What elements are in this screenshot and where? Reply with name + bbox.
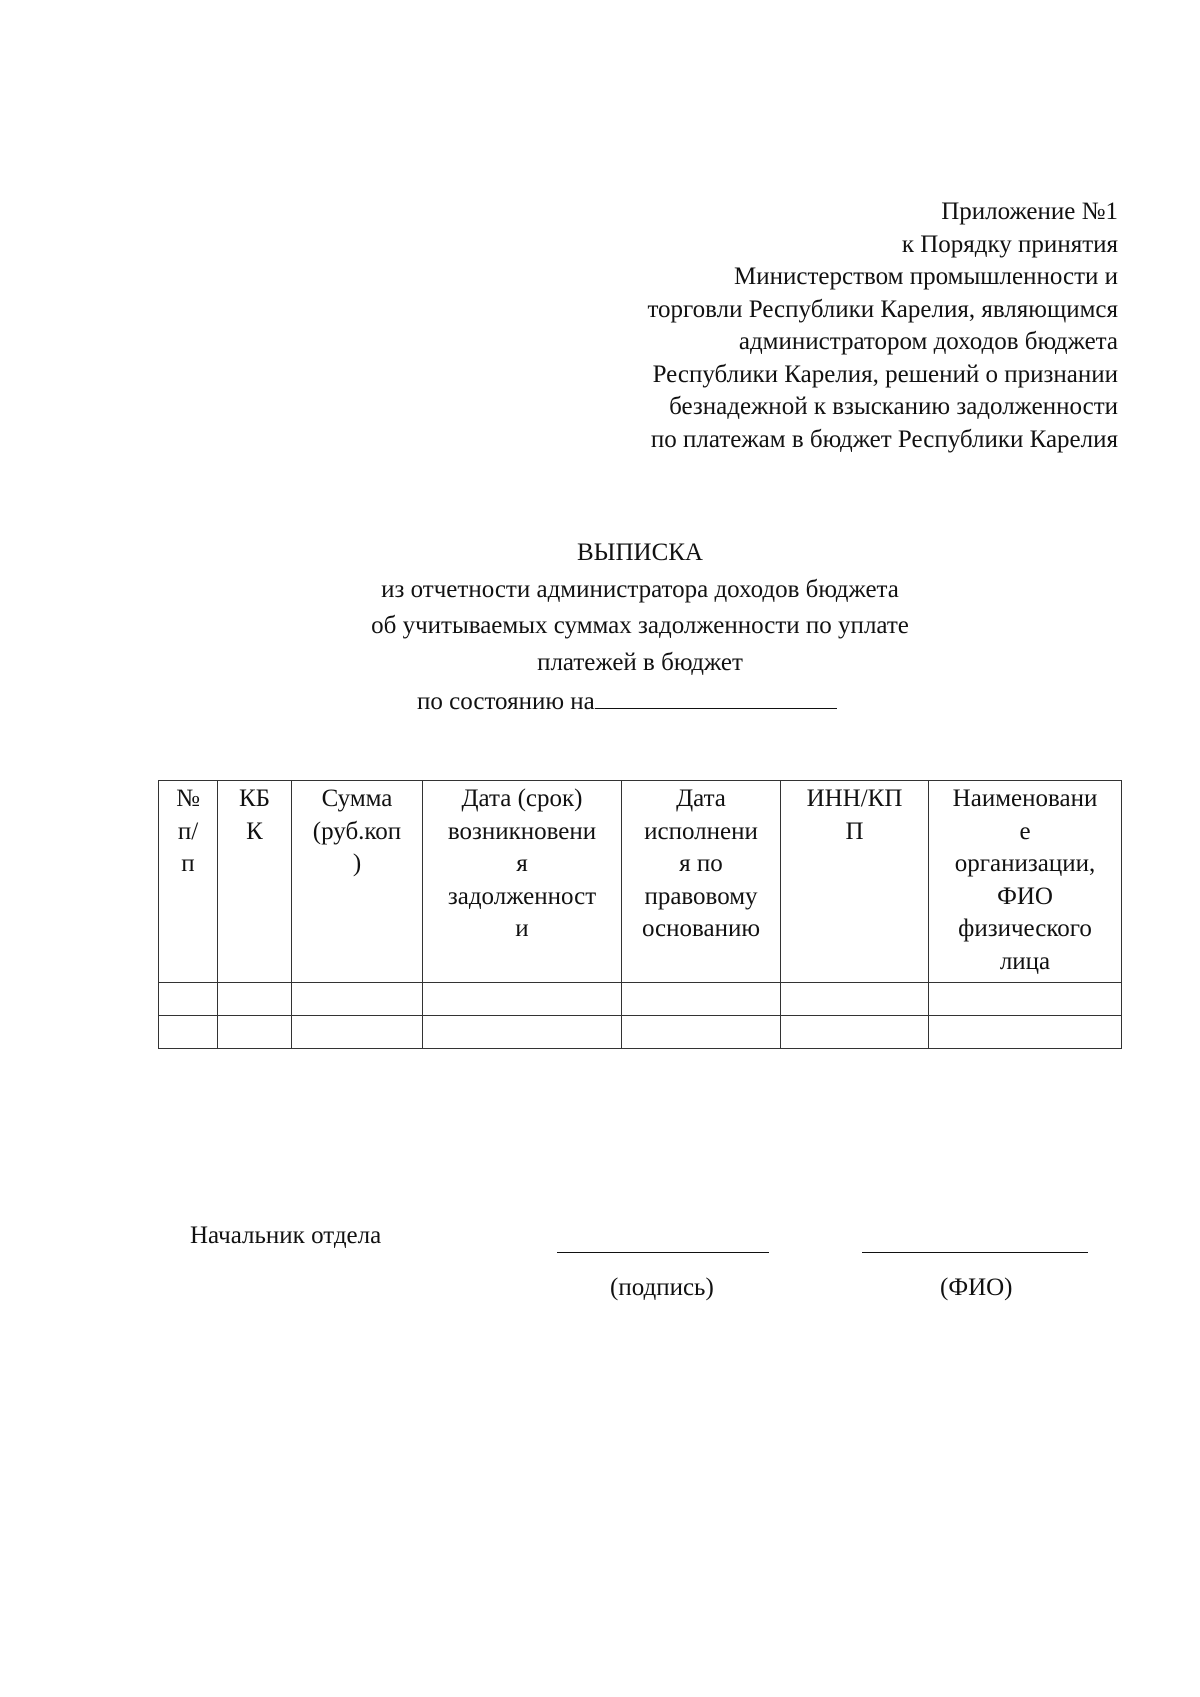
- table-cell[interactable]: [781, 983, 929, 1016]
- name-caption: (ФИО): [940, 1274, 1013, 1301]
- title-subtitle-line: платежей в бюджет: [537, 648, 743, 676]
- title-subtitle-line: об учитываемых суммах задолженности по уплате: [371, 612, 909, 639]
- column-header-number: № п/ п: [159, 781, 218, 983]
- signature-caption: (подпись): [610, 1274, 714, 1301]
- column-header-kbk: КБ К: [218, 781, 292, 983]
- table-cell[interactable]: [929, 1016, 1122, 1049]
- title-heading: ВЫПИСКА: [577, 539, 703, 566]
- document-title: [0, 535, 1200, 681]
- signature-position-label: Начальник отдела: [190, 1222, 382, 1249]
- table-cell[interactable]: [622, 1016, 781, 1049]
- column-header-execution-date: Дата исполнени я по правовому основанию: [622, 781, 781, 983]
- signature-blank[interactable]: [557, 1252, 769, 1253]
- table-row: [159, 1016, 1122, 1049]
- column-header-inn-kpp: ИНН/КП П: [781, 781, 929, 983]
- appendix-line: Республики Карелия, решений о признании: [652, 360, 1118, 388]
- table-header-row: [159, 781, 1122, 983]
- as-of-date-line: [417, 682, 837, 720]
- table-cell[interactable]: [423, 983, 622, 1016]
- as-of-label: по состоянию на: [417, 688, 595, 715]
- table-cell[interactable]: [929, 983, 1122, 1016]
- table-cell[interactable]: [622, 983, 781, 1016]
- appendix-line: по платежам в бюджет Республики Карелия: [650, 425, 1118, 453]
- table-cell[interactable]: [159, 1016, 218, 1049]
- name-blank[interactable]: [862, 1252, 1088, 1253]
- appendix-line: торговли Республики Карелия, являющимся: [647, 295, 1118, 323]
- table-cell[interactable]: [218, 1016, 292, 1049]
- appendix-line: безнадежной к взысканию задолженности: [669, 393, 1118, 420]
- title-subtitle-line: из отчетности администратора доходов бюджета: [381, 575, 899, 603]
- table-row: [159, 983, 1122, 1016]
- table-cell[interactable]: [159, 983, 218, 1016]
- column-header-organization-name: Наименовани е организации, ФИО физического лица: [929, 781, 1122, 983]
- appendix-line: Министерством промышленности и: [734, 263, 1118, 290]
- debt-table: [158, 780, 1122, 1049]
- column-header-debt-date: Дата (срок) возникновени я задолженност и: [423, 781, 622, 983]
- appendix-line: Приложение №1: [941, 198, 1118, 225]
- appendix-line: администратором доходов бюджета: [738, 328, 1118, 355]
- table-cell[interactable]: [292, 1016, 423, 1049]
- table-cell[interactable]: [292, 983, 423, 1016]
- table-cell[interactable]: [423, 1016, 622, 1049]
- table-cell[interactable]: [218, 983, 292, 1016]
- appendix-line: к Порядку принятия: [901, 230, 1118, 258]
- column-header-amount: Сумма (руб.коп ): [292, 781, 423, 983]
- as-of-date-blank[interactable]: [595, 682, 837, 709]
- appendix-header: [558, 196, 1118, 456]
- table-cell[interactable]: [781, 1016, 929, 1049]
